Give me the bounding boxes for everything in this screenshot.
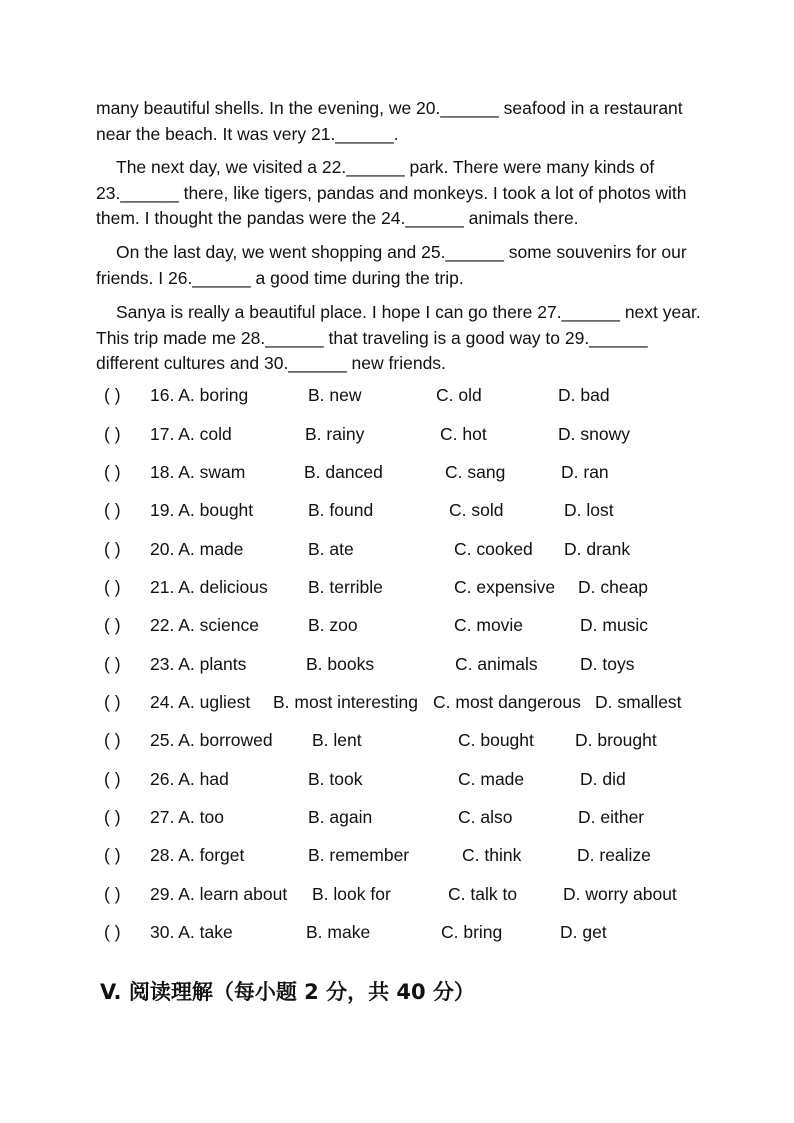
option-a: 24. A. ugliest (150, 692, 251, 712)
option-a: 29. A. learn about (150, 884, 288, 904)
option-a: 20. A. made (150, 539, 244, 559)
option-d: D. music (580, 615, 649, 635)
option-a: 18. A. swam (150, 462, 246, 482)
option-d: D. brought (575, 730, 657, 750)
option-d: D. toys (580, 654, 635, 674)
option-d: D. bad (558, 385, 610, 405)
option-c: C. animals (455, 654, 538, 674)
option-c: C. cooked (454, 539, 533, 559)
option-b: B. found (308, 500, 374, 520)
answer-blank[interactable]: ( ) (104, 769, 121, 789)
passage-paragraph-4: Sanya is really a beautiful place. I hope I can go there 27.______ next year. This trip made me 28.______ that traveling is a good way to 29.______ different cultures and 30.______ new friends. (96, 302, 701, 373)
option-a: 23. A. plants (150, 654, 247, 674)
option-d: D. lost (564, 500, 614, 520)
answer-blank[interactable]: ( ) (104, 807, 121, 827)
option-a: 17. A. cold (150, 424, 232, 444)
option-b: B. took (308, 769, 363, 789)
option-c: C. sang (445, 462, 506, 482)
option-d: D. snowy (558, 424, 630, 444)
option-c: C. expensive (454, 577, 556, 597)
option-d: D. smallest (595, 692, 682, 712)
option-b: B. most interesting (273, 692, 418, 712)
option-a: 30. A. take (150, 922, 233, 942)
passage-paragraph-1: many beautiful shells. In the evening, we 20.______ seafood in a restaurant near the beach. It was very 21.______. (96, 98, 683, 144)
answer-blank[interactable]: ( ) (104, 692, 121, 712)
option-d: D. worry about (563, 884, 677, 904)
option-c: C. old (436, 385, 482, 405)
option-b: B. new (308, 385, 362, 405)
option-b: B. rainy (305, 424, 365, 444)
answer-blank[interactable]: ( ) (104, 654, 121, 674)
answer-blank[interactable]: ( ) (104, 385, 121, 405)
option-c: C. made (458, 769, 525, 789)
option-d: D. ran (561, 462, 609, 482)
option-b: B. danced (304, 462, 383, 482)
option-c: C. sold (449, 500, 504, 520)
option-b: B. again (308, 807, 373, 827)
option-a: 25. A. borrowed (150, 730, 273, 750)
section-heading: V. 阅读理解（每小题 2 分，共 40 分） (100, 980, 475, 1004)
option-c: C. bring (441, 922, 503, 942)
answer-blank[interactable]: ( ) (104, 462, 121, 482)
option-c: C. hot (440, 424, 487, 444)
answer-blank[interactable]: ( ) (104, 730, 121, 750)
option-a: 16. A. boring (150, 385, 249, 405)
option-b: B. look for (312, 884, 391, 904)
option-d: D. get (560, 922, 607, 942)
answer-blank[interactable]: ( ) (104, 884, 121, 904)
option-a: 22. A. science (150, 615, 259, 635)
option-a: 26. A. had (150, 769, 229, 789)
option-b: B. books (306, 654, 375, 674)
option-c: C. also (458, 807, 513, 827)
option-d: D. either (578, 807, 645, 827)
option-b: B. make (306, 922, 371, 942)
option-a: 28. A. forget (150, 845, 245, 865)
option-a: 27. A. too (150, 807, 224, 827)
option-d: D. realize (577, 845, 651, 865)
option-c: C. most dangerous (433, 692, 581, 712)
answer-blank[interactable]: ( ) (104, 615, 121, 635)
option-c: C. talk to (448, 884, 518, 904)
answer-blank[interactable]: ( ) (104, 424, 121, 444)
option-b: B. remember (308, 845, 410, 865)
option-c: C. think (462, 845, 522, 865)
answer-blank[interactable]: ( ) (104, 845, 121, 865)
option-c: C. movie (454, 615, 524, 635)
option-a: 19. A. bought (150, 500, 254, 520)
answer-blank[interactable]: ( ) (104, 577, 121, 597)
option-b: B. zoo (308, 615, 358, 635)
option-c: C. bought (458, 730, 534, 750)
option-a: 21. A. delicious (150, 577, 268, 597)
passage-paragraph-3: On the last day, we went shopping and 25.______ some souvenirs for our friends. I 26.______ a good time during the trip. (96, 242, 687, 288)
option-b: B. lent (312, 730, 362, 750)
option-b: B. ate (308, 539, 354, 559)
passage-paragraph-2: The next day, we visited a 22.______ park. There were many kinds of 23.______ there, like tigers, pandas and monkeys. I took a lot of photos with them. I thought the pandas were the 24.______ animals there. (96, 157, 687, 228)
answer-blank[interactable]: ( ) (104, 500, 121, 520)
answer-blank[interactable]: ( ) (104, 922, 121, 942)
option-d: D. did (580, 769, 626, 789)
option-d: D. drank (564, 539, 631, 559)
answer-blank[interactable]: ( ) (104, 539, 121, 559)
option-b: B. terrible (308, 577, 383, 597)
option-d: D. cheap (578, 577, 649, 597)
